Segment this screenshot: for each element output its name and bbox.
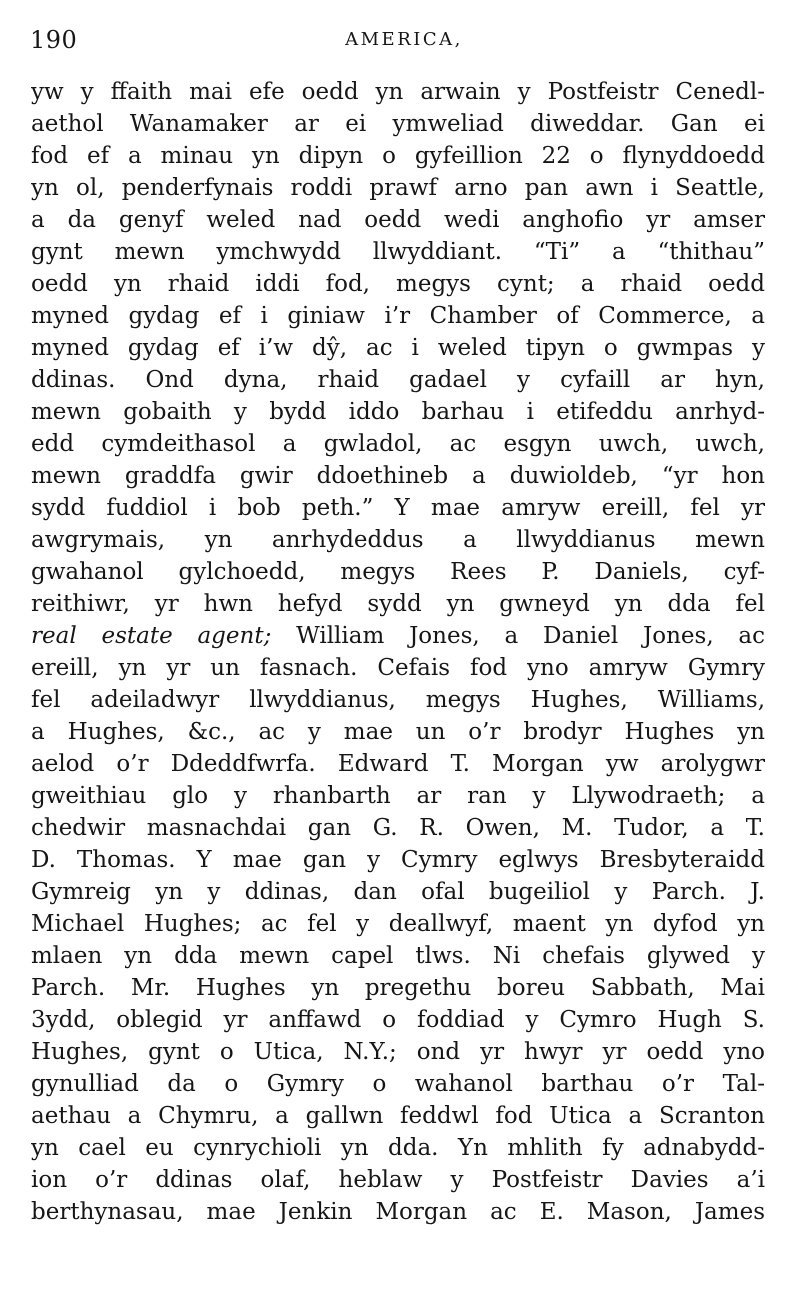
text-line: yn ol, penderfynais roddi prawf arno pan awn i Seattle,: [31, 175, 765, 201]
text-line: gwahanol gylchoedd, megys Rees P. Daniels, cyf-: [31, 559, 765, 585]
text-line: Parch. Mr. Hughes yn pregethu boreu Sabbath, Mai: [31, 975, 765, 1001]
text-line: Gymreig yn y ddinas, dan ofal bugeiliol y Parch. J.: [31, 879, 765, 905]
text-line: a Hughes, &c., ac y mae un o’r brodyr Hughes yn: [31, 719, 765, 745]
text-line: gynulliad da o Gymry o wahanol barthau o’r Tal-: [31, 1071, 765, 1097]
text-line: aethol Wanamaker ar ei ymweliad diweddar. Gan ei: [31, 111, 765, 137]
text-line: fel adeiladwyr llwyddianus, megys Hughes, Williams,: [31, 687, 765, 713]
text-line: [31, 620, 765, 652]
text-line: ddinas. Ond dyna, rhaid gadael y cyfaill ar hyn,: [31, 367, 765, 393]
running-head: [30, 22, 762, 56]
text-line: edd cymdeithasol a gwladol, ac esgyn uwch, uwch,: [31, 431, 765, 457]
text-line: yn cael eu cynrychioli yn dda. Yn mhlith fy adnabydd-: [31, 1135, 765, 1161]
text-line: sydd fuddiol i bob peth.” Y mae amryw ereill, fel yr: [31, 495, 765, 521]
text-line: awgrymais, yn anrhydeddus a llwyddianus mewn: [31, 527, 765, 553]
running-title: AMERICA,: [345, 29, 463, 50]
text-line: gweithiau glo y rhanbarth ar ran y Llywodraeth; a: [31, 783, 765, 809]
text-line: berthynasau, mae Jenkin Morgan ac E. Mason, James: [31, 1199, 765, 1225]
text-line: reithiwr, yr hwn hefyd sydd yn gwneyd yn dda fel: [31, 591, 765, 617]
text-line: oedd yn rhaid iddi fod, megys cynt; a rhaid oedd: [31, 271, 765, 297]
text-line: yw y ffaith mai efe oedd yn arwain y Postfeistr Cenedl-: [31, 79, 765, 105]
text-line: chedwir masnachdai gan G. R. Owen, M. Tudor, a T.: [31, 815, 765, 841]
text-line: Michael Hughes; ac fel y deallwyf, maent yn dyfod yn: [31, 911, 765, 937]
text-line: myned gydag ef i’w dŷ, ac i weled tipyn o gwmpas y: [31, 335, 765, 361]
text-line: a da genyf weled nad oedd wedi anghofio yr amser: [31, 207, 765, 233]
text-line: ion o’r ddinas olaf, heblaw y Postfeistr Davies a’i: [31, 1167, 765, 1193]
text-line: Hughes, gynt o Utica, N.Y.; ond yr hwyr yr oedd yno: [31, 1039, 765, 1065]
text-line: mewn graddfa gwir ddoethineb a duwioldeb, “yr hon: [31, 463, 765, 489]
text-line: mewn gobaith y bydd iddo barhau i etifeddu anrhyd-: [31, 399, 765, 425]
text-line: mlaen yn dda mewn capel tlws. Ni chefais glywed y: [31, 943, 765, 969]
text-line: aelod o’r Ddeddfwrfa. Edward T. Morgan yw arolygwr: [31, 751, 765, 777]
text-line: 3ydd, oblegid yr anffawd o foddiad y Cymro Hugh S.: [31, 1007, 765, 1033]
italic-phrase: real estate agent;: [31, 623, 272, 649]
text-line: gynt mewn ymchwydd llwyddiant. “Ti” a “thithau”: [31, 239, 765, 265]
text-line: myned gydag ef i giniaw i’r Chamber of Commerce, a: [31, 303, 765, 329]
body-text: [31, 76, 765, 1228]
text-line: ereill, yn yr un fasnach. Cefais fod yno amryw Gymry: [31, 655, 765, 681]
text-line: aethau a Chymru, a gallwn feddwl fod Utica a Scranton: [31, 1103, 765, 1129]
text-line: D. Thomas. Y mae gan y Cymry eglwys Bresbyteraidd: [31, 847, 765, 873]
page-number: 190: [30, 26, 78, 54]
line-text: William Jones, a Daniel Jones, ac: [271, 623, 765, 649]
text-line: fod ef a minau yn dipyn o gyfeillion 22 o flynyddoedd: [31, 143, 765, 169]
